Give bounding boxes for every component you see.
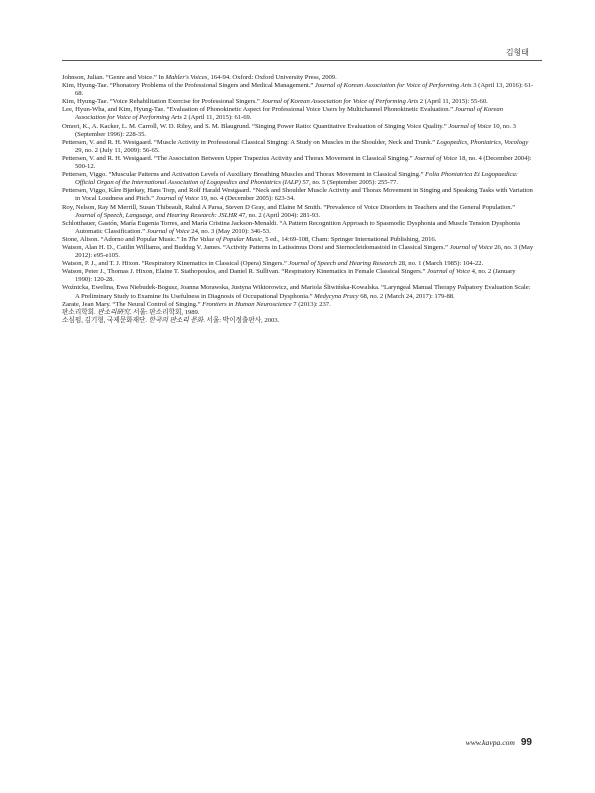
reference-source-title: Journal of Voice (155, 195, 199, 203)
reference-entry (62, 98, 534, 106)
header-rule (62, 60, 542, 61)
reference-text: Woźnicka, Ewelina, Ewa Niebudek-Bogusz, Joanna Morawska, Justyna Wiktorowicz, and Mariola Śliwińska-Kowalska. “Laryngeal Manual Therapy Palpatory Evaluation Scale: A Preliminary Study to Examine Its Usefulness in Diagnosis of Occupational Dysphonia.” (62, 284, 531, 300)
reference-source-title: Journal of Speech, Language, and Hearing Research: JSLHR (75, 211, 238, 219)
reference-text: 4, no. 2 (January 1990): 120-28. (75, 268, 516, 284)
reference-text: . 서울: 박이정출판사, 2003. (203, 316, 280, 324)
reference-source-title: Journal of Voice (146, 227, 190, 235)
reference-text: 10, no. 3 (September 1996): 228-35. (75, 122, 516, 138)
reference-source-title: Folia Phoniatrica Et Logopaedica: Official Organ of the International Association of Logopedics and Phoniatrics (IALP) (75, 171, 518, 187)
reference-text: Kim, Hyung-Tae. “Phonatory Problems of the Professional Singers and Medical Management.” (62, 82, 315, 90)
reference-text: Watson, Peter J., Thomas J. Hixon, Elaine T. Stathopoulos, and Daniel R. Sullivan. “Respiratory Kinematics in Female Classical Singers.” (62, 268, 428, 276)
reference-text: Stone, Alison. “Adorno and Popular Music.” In (62, 235, 189, 243)
reference-source-title: 판소리硏究 (97, 308, 130, 316)
reference-text: 소심펌, 김기형, 국제문화재단. (62, 316, 149, 324)
reference-text: 57, no. 5 (September 2005): 255-77. (300, 179, 398, 187)
reference-text: Pettersen, Viggo. “Muscular Patterns and Activation Levels of Auxiliary Breathing Muscles and Thorax Movement in Classical Singing.” (62, 171, 426, 179)
reference-text: 18, no. 4 (December 2004): 500-12. (75, 154, 532, 171)
reference-text: Roy, Nelson, Ray M Merrill, Susan Thibeault, Rahul A Parsa, Steven D Gray, and Elaine M Smith. “Prevalence of Voice Disorders in Teachers and the General Population.” (62, 203, 516, 211)
reference-text: 26, no. 3 (May 2012): e95-e105. (75, 243, 534, 260)
reference-entry (62, 82, 534, 98)
reference-entry (62, 236, 534, 244)
reference-entry (62, 220, 534, 236)
reference-source-title: Journal of Speech and Hearing Research (288, 260, 397, 268)
reference-entry (62, 260, 534, 268)
reference-source-title: Journal of Voice (448, 122, 492, 130)
reference-text: , 164-94. Oxford: Oxford University Press, 2009. (207, 74, 337, 81)
reference-entry (62, 301, 534, 309)
reference-source-title: Journal of Korean Association for Voice of Performing Arts (75, 106, 503, 122)
reference-text: 3 (April 13, 2016): 61-68. (75, 82, 534, 98)
reference-source-title: Journal of Korean Association for Voice of Performing Arts (314, 82, 472, 90)
reference-entry (62, 317, 534, 325)
reference-text: Pettersen, V. and R. H. Westgaard. “The Association Between Upper Trapezius Activity and Thorax Movement in Classical Singing.” (62, 154, 415, 162)
reference-source-title: Logopedics, Phoniatrics, Vocology (436, 138, 529, 146)
reference-text: . 서울: 판소리학회, 1989. (129, 308, 200, 316)
reference-text: 19, no. 4 (December 2005): 623-34. (198, 195, 295, 203)
reference-text: 47, no. 2 (April 2004): 281-93. (237, 211, 320, 219)
reference-text: 24, no. 3 (May 2010): 346-53. (189, 227, 271, 235)
reference-source-title: Journal of Korean Association for Voice of Performing Arts (261, 98, 419, 106)
reference-entry (62, 106, 534, 122)
reference-text: 2 (April 11, 2015): 61-69. (181, 114, 252, 122)
reference-entry (62, 187, 534, 203)
reference-list (62, 74, 534, 325)
reference-source-title: 한국의 판소리 문화 (148, 316, 204, 324)
reference-text: , 5 ed., 14:69-108, Cham: Springer International Publishing, 2016. (262, 235, 437, 243)
reference-entry (62, 171, 534, 187)
reference-text: Lee, Hyun-Wha, and Kim, Hyung-Tae. “Evaluation of Phonokinetic Aspect for Professional Voice Users by Multichannel Phonokinetic Evaluation.” (62, 106, 455, 114)
reference-entry (62, 139, 534, 155)
reference-entry (62, 74, 534, 82)
reference-text: Johnson, Julian. “Genre and Voice.” In (62, 74, 166, 81)
page-number: 99 (520, 737, 532, 748)
reference-entry (62, 204, 534, 220)
reference-text: Watson, Alan H. D., Caitlin Williams, and Buddug V. James. “Activity Patterns in Latissimus Dorsi and Sternocleidomastoid in Classical Singers.” (62, 243, 450, 251)
running-header-author: 김형태 (505, 48, 529, 57)
reference-entry (62, 309, 534, 317)
reference-source-title: The Value of Popular Music (188, 235, 262, 243)
page-footer (466, 737, 532, 748)
reference-source-title: Medycyna Pracy (314, 292, 359, 300)
reference-text: 7 (2013): 237. (291, 300, 331, 308)
reference-text: Omori, K., A. Kacker, L. M. Carroll, W. D. Riley, and S. M. Blaugrund. “Singing Power Ratio: Quantitative Evaluation of Singing Voice Quality.” (62, 122, 449, 130)
reference-text: 29, no. 2 (July 11, 2009): 56-65. (75, 146, 160, 154)
reference-text: 28, no. 1 (March 1985): 104-22. (396, 260, 484, 268)
reference-entry (62, 155, 534, 171)
reference-text: Pettersen, Viggo, Kåre Bjørkøy, Hans Torp, and Rolf Harald Westgaard. “Neck and Shoulder Muscle Activity and Thorax Movement in Singing and Speaking Tasks with Variation in Vocal Loudness and Pitch.” (62, 187, 533, 203)
reference-entry (62, 268, 534, 284)
reference-source-title: Journal of Voice (427, 268, 471, 276)
reference-text: 68, no. 2 (March 24, 2017): 179-88. (358, 292, 455, 300)
reference-source-title: Mahler's Voices (165, 74, 208, 81)
journal-url[interactable]: www.kavpa.com (465, 738, 515, 747)
reference-source-title: Frontiers in Human Neuroscience (202, 300, 292, 308)
reference-entry (62, 284, 534, 300)
reference-text: 판소리학회. (62, 308, 98, 316)
reference-text: Schlotthauer, Gastón, María Eugenia Torres, and María Cristina Jackson-Menaldi. “A Pattern Recognition Approach to Spasmodic Dysphonia and Muscle Tension Dysphonia Automatic Classification.” (62, 219, 520, 235)
reference-source-title: Journal of Voice (449, 243, 493, 251)
reference-text: Zarate, Jean Mary. “The Neural Control of Singing.” (62, 300, 203, 308)
reference-text: Kim, Hyung-Tae. “Voice Rehabilitation Exercise for Professional Singers.” (62, 98, 262, 106)
reference-source-title: Journal of Voice (414, 154, 458, 162)
reference-text: Pettersen, V. and R. H. Westgaard. “Muscle Activity in Professional Classical Singing: A Study on Muscles in the Shoulder, Neck and Trunk.” (62, 138, 437, 146)
reference-entry (62, 123, 534, 139)
reference-text: 2 (April 11, 2015): 55-60. (418, 98, 488, 106)
reference-text: Watson, P. J., and T. J. Hixon. “Respiratory Kinematics in Classical (Opera) Singers.” (62, 260, 289, 268)
reference-entry (62, 244, 534, 260)
